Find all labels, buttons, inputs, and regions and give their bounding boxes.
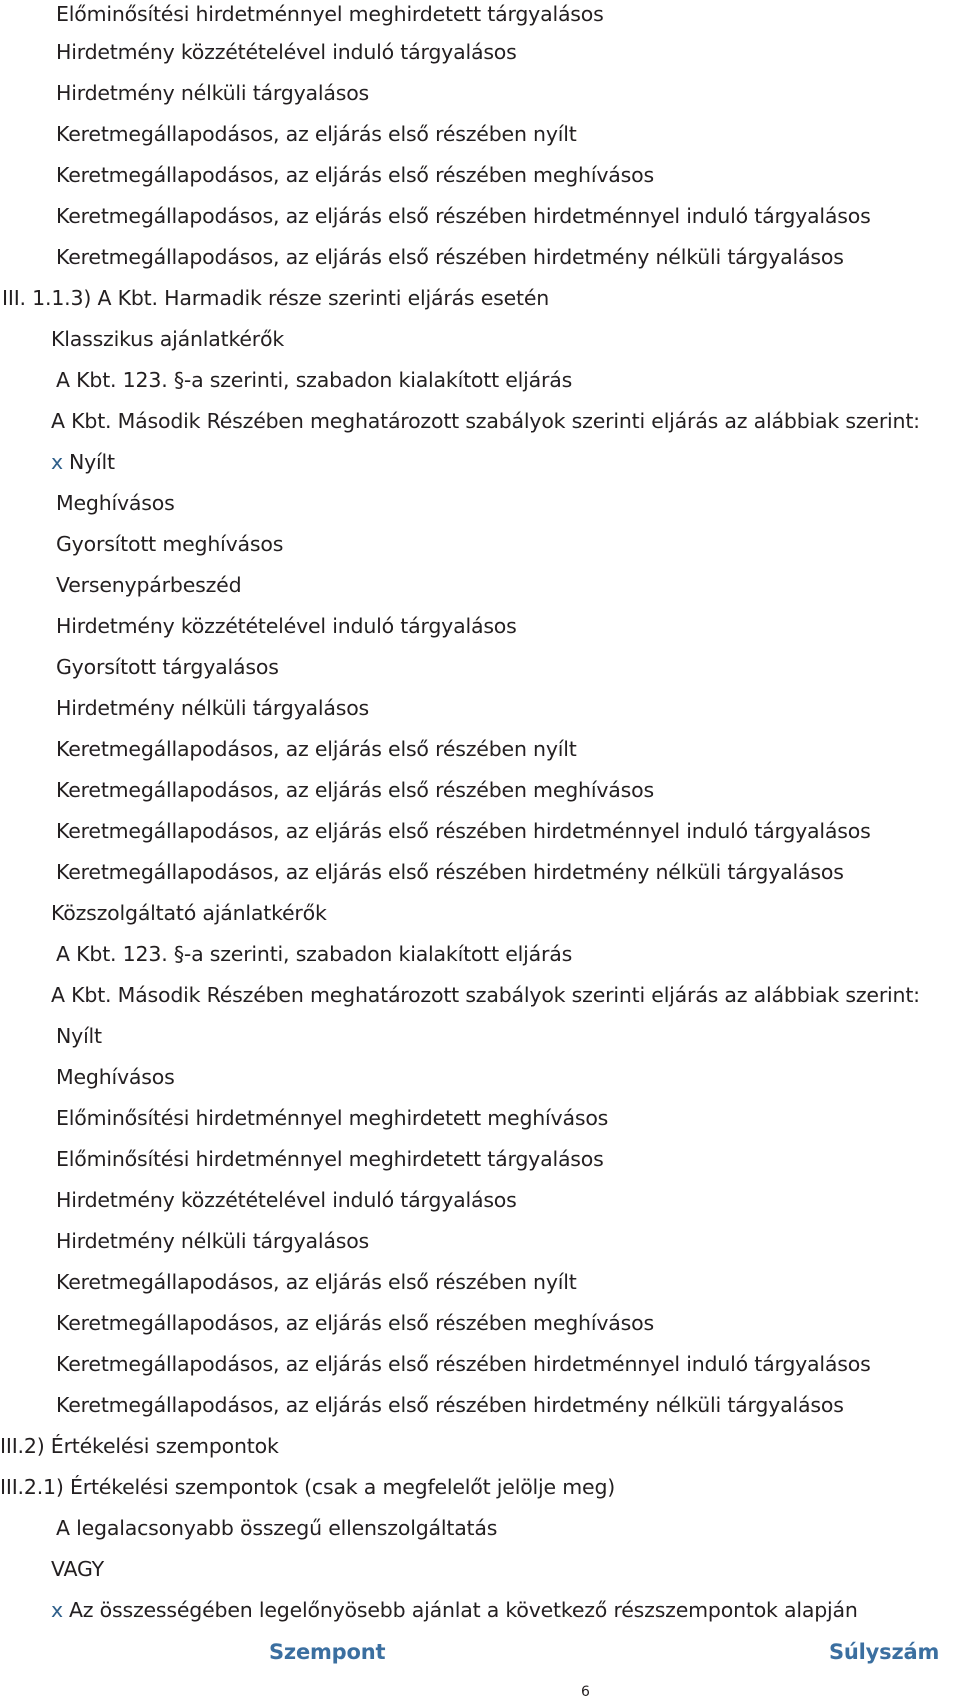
list-item: A Kbt. 123. §-a szerinti, szabadon kialakított eljárás bbox=[56, 368, 573, 392]
list-item: Gyorsított tárgyalásos bbox=[56, 655, 279, 679]
list-item: Meghívásos bbox=[56, 491, 175, 515]
list-item: Keretmegállapodásos, az eljárás első részében meghívásos bbox=[56, 778, 654, 802]
list-item: Előminősítési hirdetménnyel meghirdetett tárgyalásos bbox=[56, 2, 604, 26]
list-item: Hirdetmény közzétételével induló tárgyalásos bbox=[56, 40, 517, 64]
list-item: Keretmegállapodásos, az eljárás első részében hirdetmény nélküli tárgyalásos bbox=[56, 860, 844, 884]
list-item: Meghívásos bbox=[56, 1065, 175, 1089]
checkbox-mark: x bbox=[51, 1598, 63, 1622]
page-number: 6 bbox=[581, 1684, 590, 1700]
or-label: VAGY bbox=[51, 1557, 104, 1581]
table-header-weight: Súlyszám bbox=[829, 1640, 940, 1664]
list-item: Keretmegállapodásos, az eljárás első részében hirdetménnyel induló tárgyalásos bbox=[56, 1352, 871, 1376]
checkbox-mark: x bbox=[51, 450, 63, 474]
list-item: Keretmegállapodásos, az eljárás első részében nyílt bbox=[56, 122, 577, 146]
list-item: Keretmegállapodásos, az eljárás első részében meghívásos bbox=[56, 163, 654, 187]
list-item: A Kbt. Második Részében meghatározott szabályok szerinti eljárás az alábbiak szerint: bbox=[51, 983, 920, 1007]
list-item: Keretmegállapodásos, az eljárás első részében hirdetménnyel induló tárgyalásos bbox=[56, 204, 871, 228]
list-item: Keretmegállapodásos, az eljárás első részében meghívásos bbox=[56, 1311, 654, 1335]
list-item: Hirdetmény közzétételével induló tárgyalásos bbox=[56, 614, 517, 638]
list-item: A legalacsonyabb összegű ellenszolgáltatás bbox=[56, 1516, 498, 1540]
list-item: Keretmegállapodásos, az eljárás első részében nyílt bbox=[56, 737, 577, 761]
table-header-criterion: Szempont bbox=[269, 1640, 386, 1664]
section-heading: III.2) Értékelési szempontok bbox=[0, 1434, 279, 1458]
list-item: Keretmegállapodásos, az eljárás első részében hirdetmény nélküli tárgyalásos bbox=[56, 1393, 844, 1417]
option-label: Nyílt bbox=[68, 450, 115, 474]
list-item: Nyílt bbox=[56, 1024, 102, 1048]
subsection-heading: Klasszikus ajánlatkérők bbox=[51, 327, 285, 351]
list-item bbox=[51, 448, 115, 476]
section-heading: III. 1.1.3) A Kbt. Harmadik része szerinti eljárás esetén bbox=[2, 286, 550, 310]
list-item: Versenypárbeszéd bbox=[56, 573, 242, 597]
list-item: Előminősítési hirdetménnyel meghirdetett meghívásos bbox=[56, 1106, 609, 1130]
list-item: Hirdetmény nélküli tárgyalásos bbox=[56, 1229, 370, 1253]
list-item: Előminősítési hirdetménnyel meghirdetett tárgyalásos bbox=[56, 1147, 604, 1171]
subsection-heading: Közszolgáltató ajánlatkérők bbox=[51, 901, 327, 925]
list-item: Keretmegállapodásos, az eljárás első részében hirdetménnyel induló tárgyalásos bbox=[56, 819, 871, 843]
list-item: Keretmegállapodásos, az eljárás első részében hirdetmény nélküli tárgyalásos bbox=[56, 245, 844, 269]
list-item: A Kbt. Második Részében meghatározott szabályok szerinti eljárás az alábbiak szerint: bbox=[51, 409, 920, 433]
list-item: Hirdetmény közzétételével induló tárgyalásos bbox=[56, 1188, 517, 1212]
option-label: Az összességében legelőnyösebb ajánlat a következő részszempontok alapján bbox=[68, 1598, 858, 1622]
section-heading: III.2.1) Értékelési szempontok (csak a megfelelőt jelölje meg) bbox=[0, 1475, 616, 1499]
list-item bbox=[51, 1596, 858, 1624]
list-item: Gyorsított meghívásos bbox=[56, 532, 284, 556]
list-item: Keretmegállapodásos, az eljárás első részében nyílt bbox=[56, 1270, 577, 1294]
list-item: Hirdetmény nélküli tárgyalásos bbox=[56, 696, 370, 720]
list-item: A Kbt. 123. §-a szerinti, szabadon kialakított eljárás bbox=[56, 942, 573, 966]
list-item: Hirdetmény nélküli tárgyalásos bbox=[56, 81, 370, 105]
